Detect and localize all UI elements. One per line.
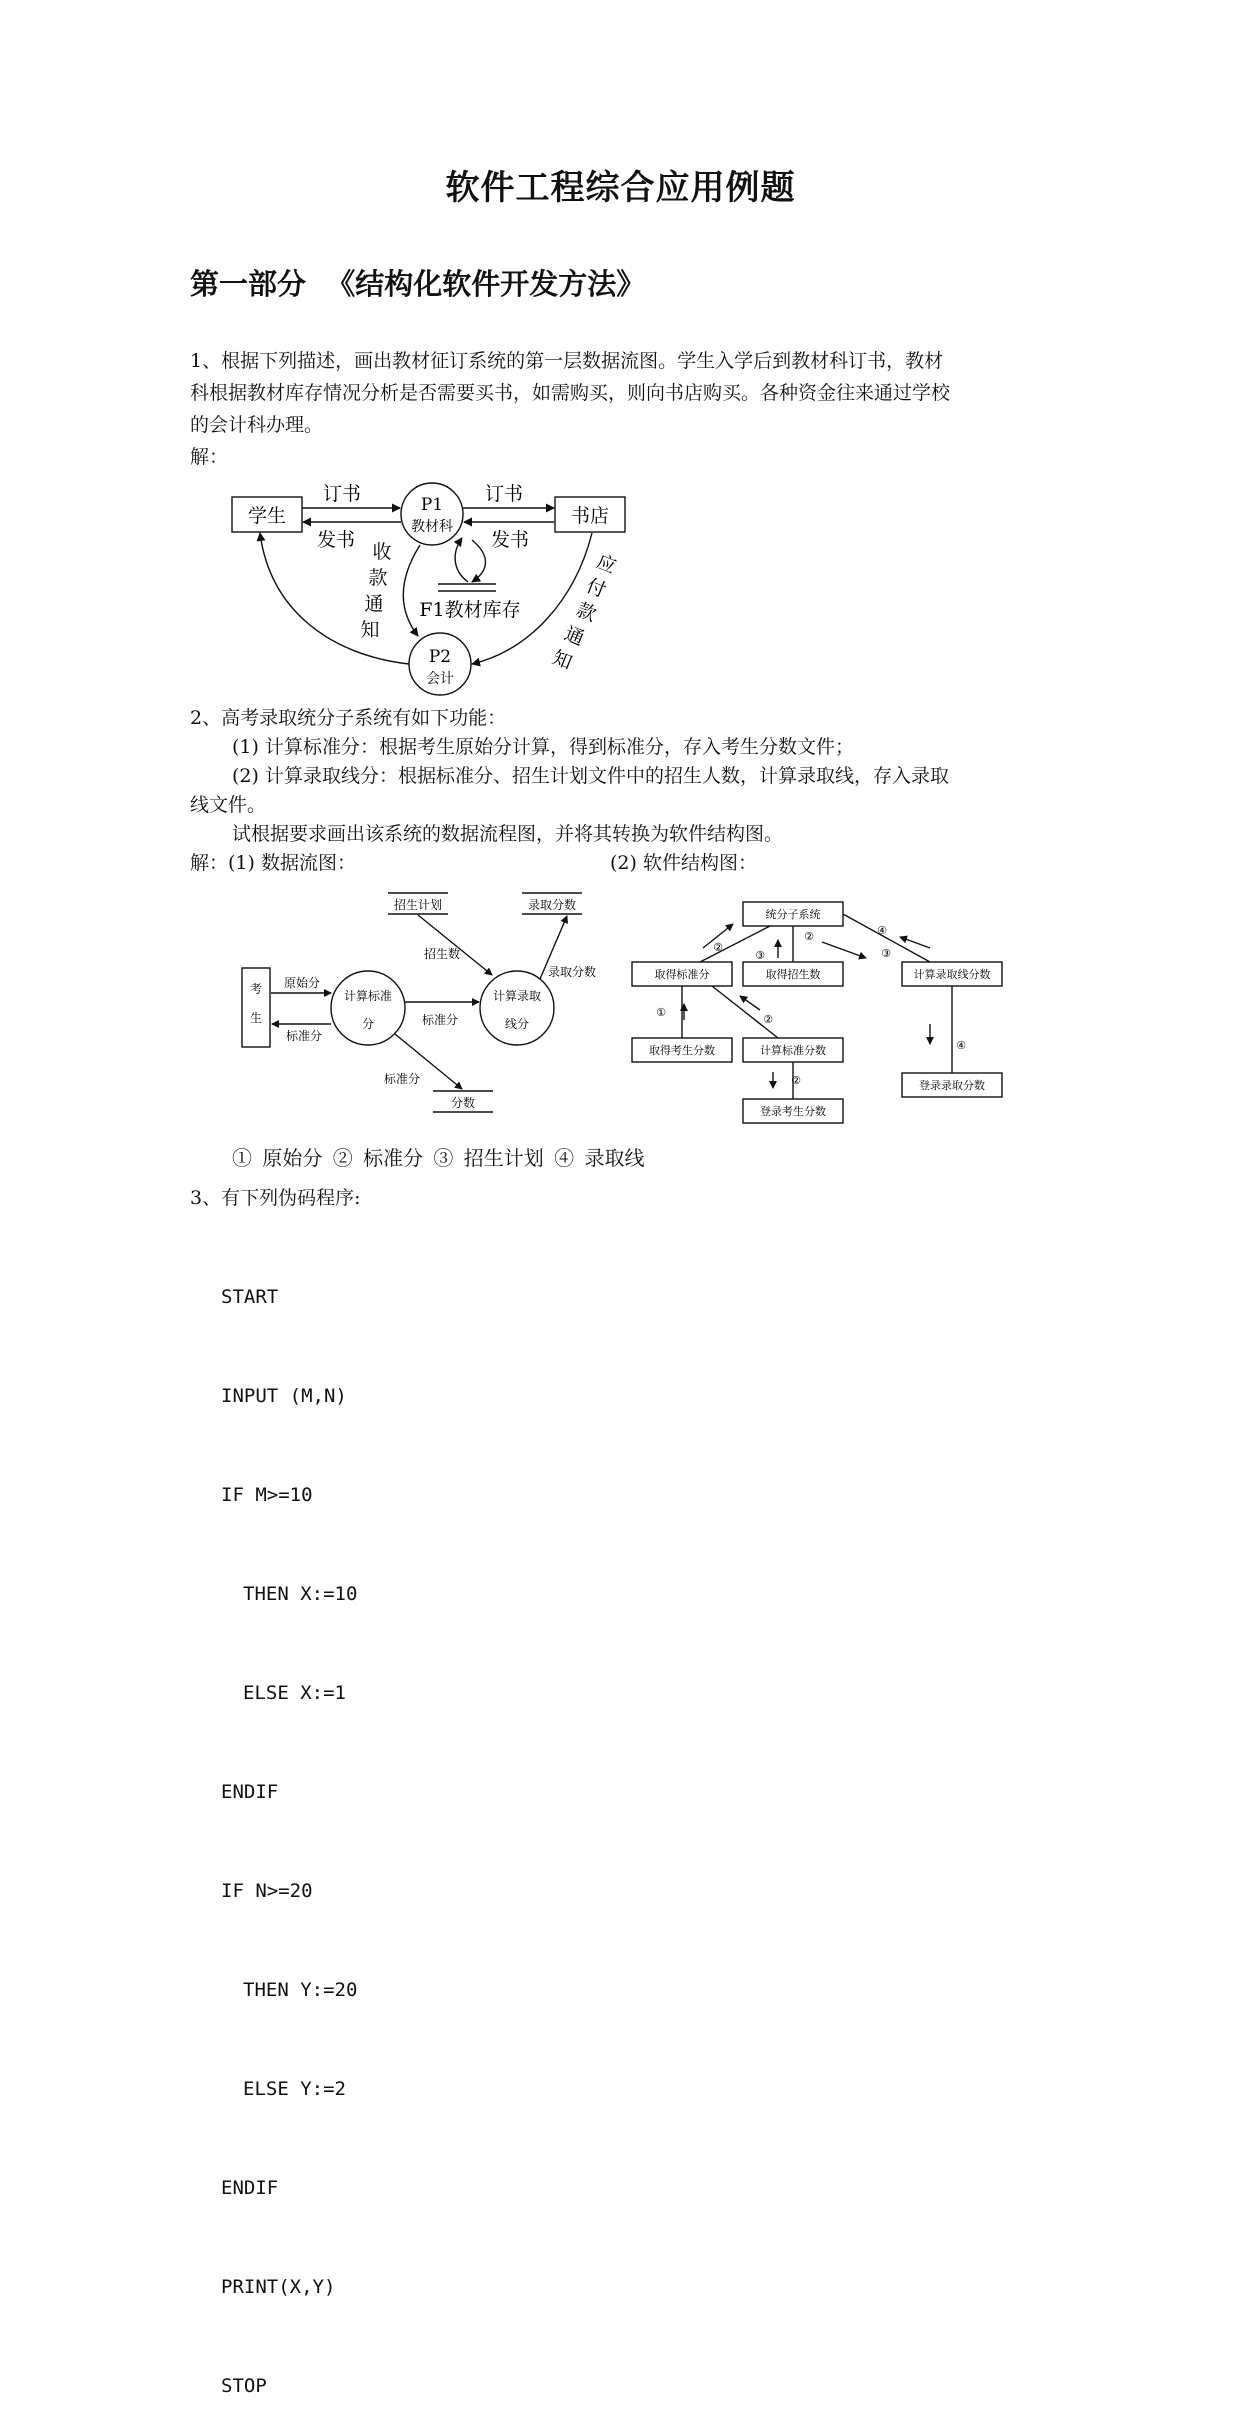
sc-c3-a: ③	[755, 949, 765, 962]
examinee-bottom: 生	[249, 1011, 263, 1025]
plan-file: 招生计划	[393, 898, 443, 912]
q1-answer-label: 解：	[190, 446, 229, 468]
payable-notice-4: 通	[561, 622, 588, 651]
receipt-notice-3: 通	[364, 593, 384, 615]
sc-get-std: 取得标准分	[654, 968, 710, 981]
sc-c2-b: ②	[804, 930, 814, 943]
score-file: 分数	[450, 1096, 476, 1110]
order-left-label: 订书	[322, 483, 362, 505]
sc-c2-a: ②	[713, 941, 723, 954]
student-label: 学生	[247, 505, 287, 527]
examinee-entity	[242, 968, 270, 1047]
q2-item-1: (1) 计算标准分：根据考生原始分计算，得到标准分，存入考生分数文件；	[232, 736, 854, 758]
store-label: F1教材库存	[419, 599, 521, 621]
sc-root: 统分子系统	[765, 908, 821, 921]
receipt-notice-1: 收	[372, 541, 392, 563]
std-back-label: 标准分	[285, 1029, 323, 1043]
deliver-left-label: 发书	[316, 529, 356, 551]
line-flow-label: 录取分数	[547, 965, 597, 979]
q2-item-2b: 线文件。	[190, 794, 267, 816]
q1-line-1: 1、根据下列描述，画出教材征订系统的第一层数据流图。学生入学后到教材科订书，教材	[190, 350, 944, 372]
code-line: PRINT(X,Y)	[221, 2276, 336, 2298]
line-file: 录取分数	[527, 898, 577, 912]
sc-c3-b: ③	[881, 947, 891, 960]
calc-line-top: 计算录取	[492, 989, 542, 1003]
calc-line-bottom: 线分	[504, 1017, 530, 1031]
code-line: START	[221, 1286, 279, 1308]
calc-line-process	[480, 971, 554, 1045]
calc-std-process	[331, 971, 405, 1045]
sc-c2-c: ②	[763, 1013, 773, 1026]
order-right-label: 订书	[484, 483, 524, 505]
part-heading: 第一部分 《结构化软件开发方法》	[190, 267, 646, 301]
raw-score-label: 原始分	[283, 976, 321, 990]
q2-data-flow-diagram	[242, 893, 596, 1112]
code-line: ENDIF	[221, 1781, 279, 1803]
sc-get-raw: 取得考生分数	[649, 1044, 715, 1057]
std-down-label: 标准分	[383, 1072, 421, 1086]
p2-id: P2	[428, 647, 452, 667]
payable-notice-1: 应	[593, 550, 620, 579]
p1-name: 教材科	[411, 519, 453, 535]
std-mid-label: 标准分	[421, 1013, 459, 1027]
q2-legend: ① 原始分 ② 标准分 ③ 招生计划 ④ 录取线	[232, 1146, 645, 1170]
bookstore-label: 书店	[570, 505, 610, 527]
code-line: ENDIF	[221, 2177, 279, 2199]
payable-notice-2: 付	[583, 574, 610, 603]
sc-c2-d: ②	[791, 1074, 801, 1087]
code-line: ELSE Y:=2	[243, 2078, 346, 2100]
code-line: STOP	[221, 2375, 267, 2397]
sc-write-line: 登录录取分数	[919, 1079, 985, 1092]
sc-get-enroll: 取得招生数	[765, 968, 821, 981]
p2-name: 会计	[426, 671, 454, 687]
receipt-notice-4: 知	[360, 619, 380, 641]
code-line: IF M>=10	[221, 1484, 313, 1506]
q2-answer-label: 解：(1) 数据流图：	[190, 852, 356, 874]
code-line: THEN X:=10	[243, 1583, 358, 1605]
q2-task: 试根据要求画出该系统的数据流程图，并将其转换为软件结构图。	[232, 823, 784, 845]
sc-c4-b: ④	[956, 1039, 966, 1052]
sc-calc-std: 计算标准分数	[760, 1044, 826, 1057]
calc-std-top: 计算标准	[343, 989, 393, 1003]
q1-line-2: 科根据教材库存情况分析是否需要买书，如需购买，则向书店购买。各种资金往来通过学校	[190, 382, 951, 404]
sc-calc-line: 计算录取线分数	[913, 968, 991, 981]
pseudocode-block	[221, 1215, 357, 2436]
deliver-right-label: 发书	[490, 529, 530, 551]
code-line: INPUT (M,N)	[221, 1385, 347, 1407]
examinee-top: 考	[249, 982, 263, 996]
receipt-notice-2: 款	[368, 567, 388, 589]
sc-c4-a: ④	[877, 924, 887, 937]
q2-chart-label: (2) 软件结构图：	[610, 852, 757, 874]
sc-c1: ①	[656, 1006, 666, 1019]
payable-notice-5: 知	[549, 646, 576, 675]
q2-item-2a: (2) 计算录取线分：根据标准分、招生计划文件中的招生人数，计算录取线，存入录取	[232, 765, 949, 787]
code-line: THEN Y:=20	[243, 1979, 358, 2001]
code-line: ELSE X:=1	[243, 1682, 346, 1704]
code-line: IF N>=20	[221, 1880, 313, 1902]
p1-id: P1	[420, 495, 444, 515]
page-title: 软件工程综合应用例题	[445, 168, 796, 208]
sc-write-std: 登录考生分数	[760, 1105, 826, 1118]
enroll-count-label: 招生数	[423, 947, 461, 961]
q1-line-3: 的会计科办理。	[190, 414, 324, 436]
calc-std-bottom: 分	[361, 1017, 375, 1031]
q2-structure-chart	[632, 902, 1002, 1123]
payable-notice-3: 款	[573, 598, 600, 627]
q3-intro: 3、有下列伪码程序:	[190, 1187, 361, 1209]
q2-intro: 2、高考录取统分子系统有如下功能：	[190, 707, 507, 729]
